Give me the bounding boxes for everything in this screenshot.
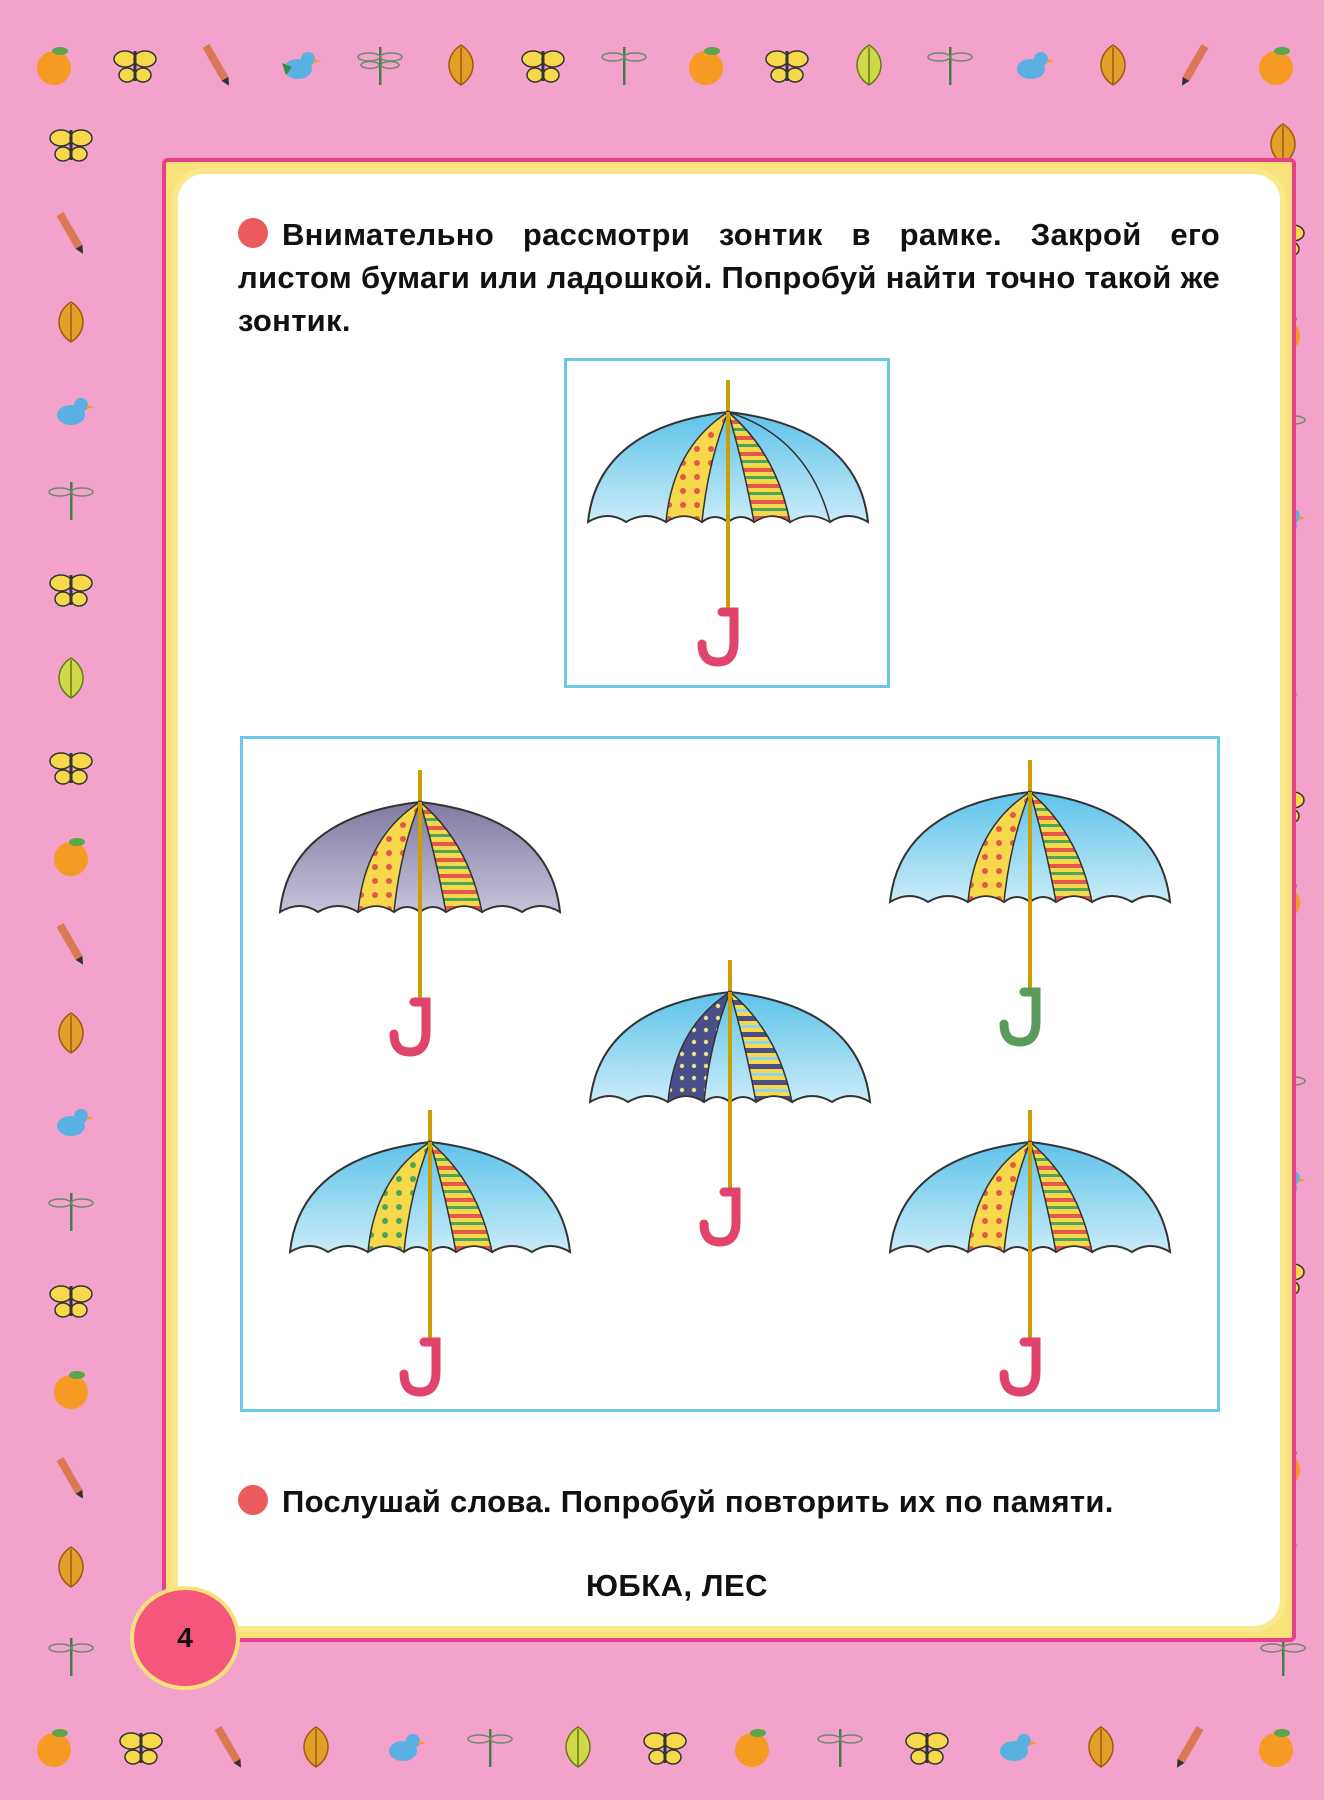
dragonfly-icon xyxy=(926,41,974,89)
butterfly-icon xyxy=(47,565,95,613)
umbrella-choice-2[interactable] xyxy=(880,752,1180,1052)
bird-icon xyxy=(379,1723,427,1771)
leaf-icon xyxy=(1077,1723,1125,1771)
sample-umbrella xyxy=(578,372,878,672)
bird-icon xyxy=(990,1723,1038,1771)
pencil-icon xyxy=(193,41,241,89)
orange-icon xyxy=(1252,41,1300,89)
pencil-icon xyxy=(1170,41,1218,89)
butterfly-icon xyxy=(519,41,567,89)
task-1-instructions xyxy=(238,213,1220,342)
leaf-icon xyxy=(845,41,893,89)
leaf-icon xyxy=(47,298,95,346)
task-2-text: Послушай слова. Попробуй повторить их по памяти. xyxy=(282,1484,1114,1519)
leaf-icon xyxy=(554,1723,602,1771)
top-border xyxy=(30,30,1300,100)
bird-icon xyxy=(47,387,95,435)
leaf-icon xyxy=(47,1009,95,1057)
umbrella-choice-5[interactable] xyxy=(880,1102,1180,1402)
umbrella-choice-4[interactable] xyxy=(280,1102,580,1402)
leaf-icon xyxy=(292,1723,340,1771)
butterfly-icon xyxy=(117,1723,165,1771)
pencil-icon xyxy=(1165,1723,1213,1771)
page-number xyxy=(130,1586,240,1690)
pencil-icon xyxy=(47,209,95,257)
dragonfly-icon xyxy=(816,1723,864,1771)
umbrella-choice-1[interactable] xyxy=(270,762,570,1062)
dragonfly-icon xyxy=(47,1187,95,1235)
leaf-icon xyxy=(47,654,95,702)
butterfly-icon xyxy=(47,120,95,168)
orange-icon xyxy=(47,1365,95,1413)
bird-icon xyxy=(1007,41,1055,89)
orange-icon xyxy=(682,41,730,89)
task-bullet xyxy=(238,218,268,248)
page-number-text: 4 xyxy=(177,1622,193,1653)
butterfly-icon xyxy=(47,743,95,791)
butterfly-icon xyxy=(111,41,159,89)
orange-icon xyxy=(30,41,78,89)
pencil-icon xyxy=(47,920,95,968)
leaf-icon xyxy=(437,41,485,89)
task-2-instructions xyxy=(238,1480,1220,1523)
dragonfly-icon xyxy=(600,41,648,89)
dragonfly-icon xyxy=(356,41,404,89)
pencil-icon xyxy=(47,1454,95,1502)
butterfly-icon xyxy=(47,1276,95,1324)
dragonfly-icon xyxy=(47,476,95,524)
umbrella-choice-3[interactable] xyxy=(580,952,880,1252)
dragonfly-icon xyxy=(47,1632,95,1680)
butterfly-icon xyxy=(903,1723,951,1771)
pencil-icon xyxy=(205,1723,253,1771)
bird-icon xyxy=(274,41,322,89)
leaf-icon xyxy=(1089,41,1137,89)
bottom-border xyxy=(30,1712,1300,1782)
orange-icon xyxy=(30,1723,78,1771)
memory-words: ЮБКА, ЛЕС xyxy=(585,1568,769,1603)
orange-icon xyxy=(47,832,95,880)
butterfly-icon xyxy=(641,1723,689,1771)
left-border xyxy=(36,120,106,1680)
task-1-text: Внимательно рассмотри зонтик в рамке. Закрой его листом бумаги или ладошкой. Попробуй найти точно такой же зонтик. xyxy=(238,217,1220,338)
bird-icon xyxy=(47,1098,95,1146)
task-bullet xyxy=(238,1485,268,1515)
orange-icon xyxy=(1252,1723,1300,1771)
butterfly-icon xyxy=(763,41,811,89)
dragonfly-icon xyxy=(466,1723,514,1771)
orange-icon xyxy=(728,1723,776,1771)
